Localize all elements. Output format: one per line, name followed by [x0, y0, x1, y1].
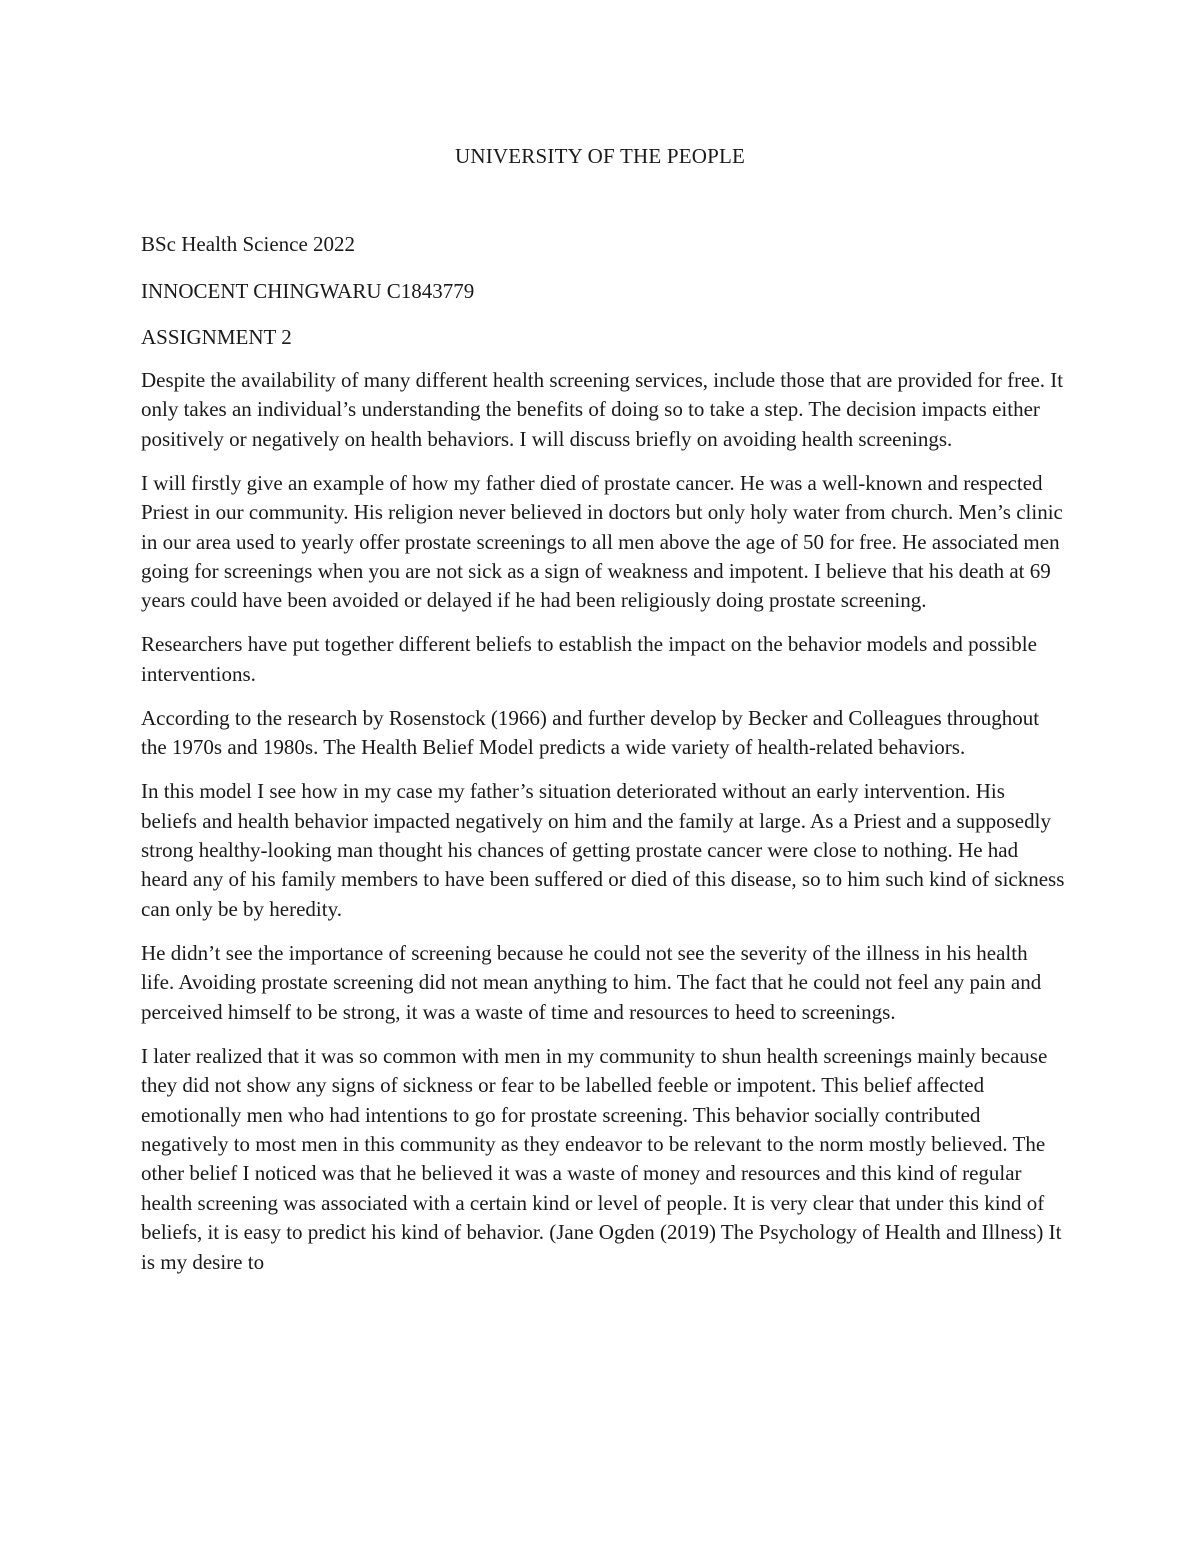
paragraph-7: I later realized that it was so common with men in my community to shun health screenings mainly because they did not show any signs of sickness or fear to be labelled feeble or impotent. This belief affected emotionally men who had intentions to go for prostate screening. This behavior socially contributed negatively to most men in this community as they endeavor to be relevant to the norm mostly believed. The other belief I noticed was that he believed it was a waste of money and resources and this kind of regular health screening was associated with a certain kind or level of people. It is very clear that under this kind of beliefs, it is easy to predict his kind of behavior. (Jane Ogden (2019) The Psychology of Health and Illness) It is my desire to	[141, 1043, 1062, 1274]
document-title: UNIVERSITY OF THE PEOPLE	[454, 144, 746, 168]
paragraph-2: I will firstly give an example of how my father died of prostate cancer. He was a well-known and respected Priest in our community. His religion never believed in doctors but only holy water from church. Men’s clinic in our area used to yearly offer prostate screenings to all men above the age of 50 for free. He associated men going for screenings when you are not sick as a sign of weakness and impotent. I believe that his death at 69 years could have been avoided or delayed if he had been religiously doing prostate screening.	[141, 470, 1063, 613]
paragraph-6: He didn’t see the importance of screening because he could not see the severity of the illness in his health life. Avoiding prostate screening did not mean anything to him. The fact that he could not feel any pain and perceived himself to be strong, it was a waste of time and resources to heed to screenings.	[141, 940, 1042, 1024]
program-line: BSc Health Science 2022	[141, 232, 356, 256]
body-text	[141, 366, 1066, 1292]
paragraph-4: According to the research by Rosenstock (1966) and further develop by Becker and Colleagues throughout the 1970s and 1980s. The Health Belief Model predicts a wide variety of health-related behaviors.	[141, 705, 1040, 760]
author-line: INNOCENT CHINGWARU C1843779	[141, 279, 475, 303]
assignment-line: ASSIGNMENT 2	[141, 325, 292, 349]
paragraph-5: In this model I see how in my case my father’s situation deteriorated without an early intervention. His beliefs and health behavior impacted negatively on him and the family at large. As a Priest and a supposedly strong healthy-looking man thought his chances of getting prostate cancer were close to nothing. He had heard any of his family members to have been suffered or died of this disease, so to him such kind of sickness can only be by heredity.	[141, 779, 1065, 921]
paragraph-1: Despite the availability of many different health screening services, include those that are provided for free. It only takes an individual’s understanding the benefits of doing so to take a step. The decision impacts either positively or negatively on health behaviors. I will discuss briefly on avoiding health screenings.	[141, 368, 1064, 451]
paragraph-3: Researchers have put together different beliefs to establish the impact on the behavior models and possible interventions.	[141, 632, 1037, 686]
